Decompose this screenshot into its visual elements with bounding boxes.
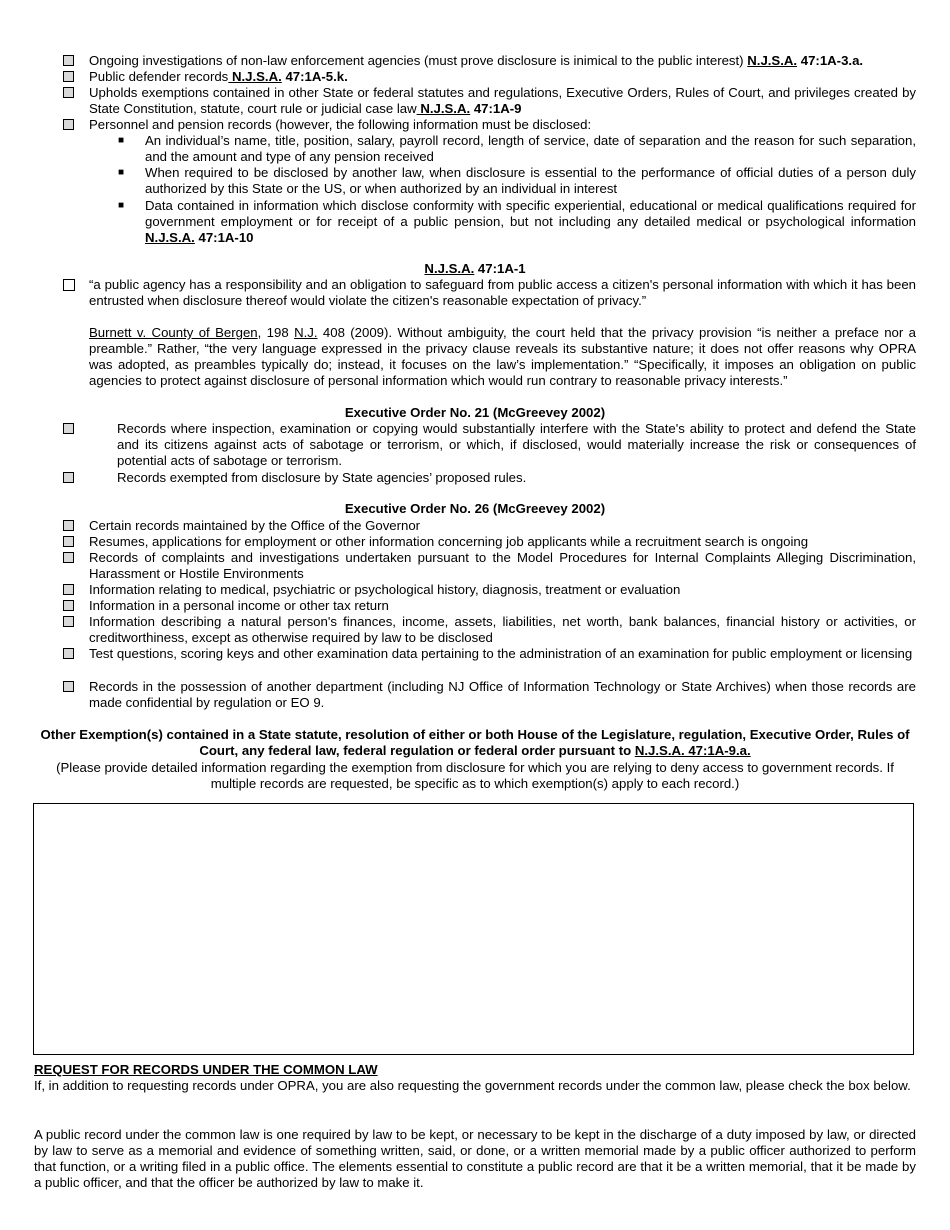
exemption-text: Personnel and pension records (however, the following information must be disclosed: <box>89 117 592 132</box>
checkbox-eo26-medical[interactable] <box>63 584 74 595</box>
checkbox-eo26-tax-return[interactable] <box>63 600 74 611</box>
privacy-quote: “a public agency has a responsibility and an obligation to safeguard from public access a citizen's personal information with which it has been entrusted when disclosure thereof would violate the citizen's reasonable expectation of privacy.” <box>89 277 916 308</box>
statute-citation: N.J.S.A. <box>145 230 195 245</box>
exemption-label: Upholds exemptions contained in other State or federal statutes and regulations, Executive Orders, Rules of Court, and privileges created by State Constitution, statute, court rule or judicial case law <box>89 85 916 116</box>
eo21-item-text: Records where inspection, examination or copying would substantially interfere with the State's ability to protect and defend the State and its citizens against acts of sabotage or terrorism, or which, if disclosed, would materially increase the risk or consequences of potential acts of sabotage or terrorism. <box>117 421 916 468</box>
statute-citation: N.J.S.A. <box>747 53 798 68</box>
exemption-text <box>89 85 916 117</box>
checkbox-eo26-other-department[interactable] <box>63 681 74 692</box>
bullet-text: When required to be disclosed by another law, when disclosure is essential to the performance of official duties of a person duly authorized by this State or the US, or when authorized by an individual in interest <box>145 165 916 196</box>
checkbox-eo26-complaints[interactable] <box>63 552 74 563</box>
case-description: 408 (2009). Without ambiguity, the court held that the privacy provision “is neither a preface nor a preamble.” Rather, “the very language expressed in the privacy clause reveals its substantive nature; it does not offer reasons why OPRA was adopted, as preambles typically do; instead, it focuses on the law’s implementation.” “Specifically, it imposes an obligation on public agencies to protect against disclosure of personal information which would run contrary to reasonable privacy interests.” <box>89 325 916 388</box>
statute-section: 47:1A-3.a. <box>797 53 864 68</box>
statute-section: 47:1A-10 <box>194 230 254 245</box>
common-law-definition: A public record under the common law is one required by law to be kept, or necessary to be kept in the discharge of a duty imposed by law, or directed by law to serve as a memorial and evidence of something written, said, or done, or a written memorial made by a public officer authorized to perform that function, or a writing filed in a public office. The elements essential to constitute a public record are that it be a written memorial, that it be made by a public officer, and that the officer be authorized by law to make it. <box>34 1127 916 1190</box>
checkbox-eo26-test-questions[interactable] <box>63 648 74 659</box>
privacy-heading <box>0 261 950 277</box>
bullet-icon: ■ <box>118 200 125 211</box>
bullet-icon: ■ <box>118 167 125 178</box>
bullet-icon: ■ <box>118 135 125 146</box>
other-exemptions-heading <box>34 727 916 759</box>
exemption-text <box>89 53 916 69</box>
other-exemptions-instructions: (Please provide detailed information regarding the exemption from disclosure for which you are relying to deny access to government records. If multiple records are requested, be specific as to which exemption(s) apply to each record.) <box>56 760 894 791</box>
eo26-item-text: Records of complaints and investigations undertaken pursuant to the Model Procedures for Internal Complaints Alleging Discrimination, Harassment or Hostile Environments <box>89 550 916 581</box>
eo26-item-text: Resumes, applications for employment or other information concerning job applicants while a recruitment search is ongoing <box>89 534 809 549</box>
case-law-text <box>89 325 916 389</box>
case-name: Burnett v. County of Bergen <box>89 325 258 340</box>
statute-section: 47:1A-1 <box>474 261 526 276</box>
checkbox-eo26-resumes[interactable] <box>63 536 74 547</box>
bullet-label: Data contained in information which disclose conformity with specific experiential, educational or medical qualifications required for government employment or for receipt of a public pension, but not including any detailed medical or psychological information <box>145 198 916 229</box>
checkbox-personnel-pension[interactable] <box>63 119 74 130</box>
statute-citation: N.J.S.A. <box>416 101 471 116</box>
checkbox-eo21-sabotage[interactable] <box>63 423 74 434</box>
eo26-item-text: Records in the possession of another department (including NJ Office of Information Technology or State Archives) when those records are made confidential by regulation or EO 9. <box>89 679 916 710</box>
eo26-item-text: Information in a personal income or other tax return <box>89 598 389 613</box>
checkbox-eo26-finances[interactable] <box>63 616 74 627</box>
checkbox-eo21-proposed-rules[interactable] <box>63 472 74 483</box>
bullet-text <box>145 198 916 246</box>
eo26-item-text: Information describing a natural person's finances, income, assets, liabilities, net worth, bank balances, financial history or activities, or creditworthiness, except as otherwise required by law to be disclosed <box>89 614 916 645</box>
common-law-intro: If, in addition to requesting records under OPRA, you are also requesting the government records under the common law, please check the box below. <box>34 1078 911 1093</box>
checkbox-eo26-governor[interactable] <box>63 520 74 531</box>
eo21-item-text: Records exempted from disclosure by State agencies’ proposed rules. <box>117 470 527 485</box>
checkbox-privacy[interactable] <box>63 279 75 291</box>
bullet-text: An individual’s name, title, position, salary, payroll record, length of service, date of separation and the reason for such separation, and the amount and type of any pension received <box>145 133 916 164</box>
checkbox-upholds-exemptions[interactable] <box>63 87 74 98</box>
exemption-details-textbox[interactable] <box>33 803 914 1055</box>
checkbox-ongoing-investigations[interactable] <box>63 55 74 66</box>
exemption-text <box>89 69 916 85</box>
statute-citation: N.J.S.A. <box>228 69 282 84</box>
eo26-item-text: Certain records maintained by the Office of the Governor <box>89 518 421 533</box>
eo26-item-text: Test questions, scoring keys and other examination data pertaining to the administration of an examination for public employment or licensing <box>89 646 913 661</box>
checkbox-public-defender[interactable] <box>63 71 74 82</box>
eo26-heading: Executive Order No. 26 (McGreevey 2002) <box>344 501 606 516</box>
other-exemptions-heading-text: Other Exemption(s) contained in a State statute, resolution of either or both House of the Legislature, regulation, Executive Order, Rules of Court, any federal law, federal regulation or federal order pursuant to <box>40 727 910 758</box>
eo21-heading: Executive Order No. 21 (McGreevey 2002) <box>344 405 606 420</box>
eo26-item-text: Information relating to medical, psychiatric or psychological history, diagnosis, treatment or evaluation <box>89 582 681 597</box>
case-reporter: N.J. <box>294 325 318 340</box>
case-volume: , 198 <box>257 325 295 340</box>
statute-citation: N.J.S.A. 47:1A-9.a. <box>634 743 751 758</box>
statute-section: 47:1A-9 <box>470 101 522 116</box>
exemption-label: Ongoing investigations of non-law enforcement agencies (must prove disclosure is inimical to the public interest) <box>89 53 748 68</box>
statute-section: 47:1A-5.k. <box>281 69 348 84</box>
exemption-label: Public defender records <box>89 69 229 84</box>
common-law-heading: REQUEST FOR RECORDS UNDER THE COMMON LAW <box>34 1062 378 1077</box>
statute-citation: N.J.S.A. <box>424 261 475 276</box>
